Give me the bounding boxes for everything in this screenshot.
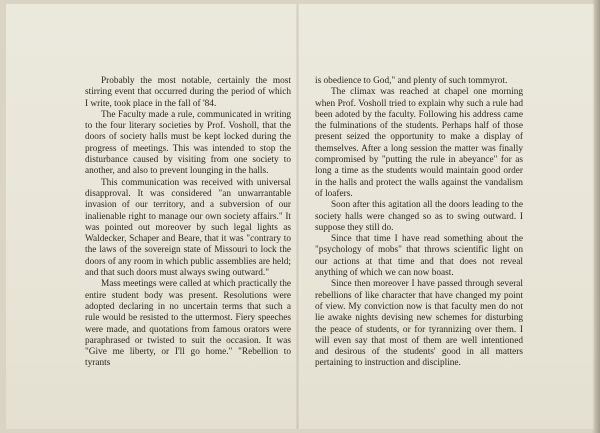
right-column: [315, 76, 523, 370]
paragraph: Soon after this agitation all the doors leading to the society halls were changed so as to swing outward. I suppose they still do.: [315, 200, 523, 233]
paragraph: Since then moreover I have passed through several rebellions of like character that have changed my point of view. My conviction now is that faculty men do not lie awake nights devising new schemes for disturbing the peace of students, or for tyrannizing over them. I will even say that most of them are well intentioned and desirous of the students' good in all matters pertaining to instruction and discipline.: [315, 279, 523, 369]
left-column: [85, 76, 291, 370]
paragraph: Probably the most notable, certainly the most stirring event that occurred during the period of which I write, took place in the fall of '84.: [85, 76, 291, 109]
paragraph: The climax was reached at chapel one morning when Prof. Vosholl tried to explain why such a rule had been adoted by the faculty. Following his address came the fulminations of the students. Perhaps half of those present seized the opportunity to make a display of themselves. After a long session the matter was finally compromised by "putting the rule in abeyance" for as long a time as the students would maintain good order in the halls and protect the walls against the vandalism of loafers.: [315, 87, 523, 199]
paragraph: Mass meetings were called at which practically the entire student body was present. Resolutions were adopted declaring in no uncertain terms that such a rule would be resisted to the uttermost. Fiery speeches were made, and quotations from famous orators were paraphrased or twisted to suit the occasion. It was "Give me liberty, or I'll go home." "Rebellion to tyrants: [85, 279, 291, 369]
page-gutter: [296, 4, 299, 429]
paragraph: Since that time I have read something about the "psychology of mobs" that throws scientific light on our actions at that time and that does not reveal anything of which we can now boast.: [315, 234, 523, 279]
paragraph: This communication was received with universal disapproval. It was considered "an unwarrantable invasion of our territory, and a subversion of our inalienable right to manage our own society affairs." It was pointed out moreover by such legal lights as Waldecker, Schaper and Beare, that it was "contrary to the laws of the sovereign state of Missouri to lock the doors of any room in which public assemblies are held; and that such doors must always swing outward.": [85, 177, 291, 279]
page-edge-shadow: [592, 0, 600, 433]
paragraph: The Faculty made a rule, communicated in writing to the four literary societies by Prof. Vosholl, that the doors of society halls must be kept locked during the progress of meetings. This was intended to stop the disturbance caused by visiting from one society to another, and also to prevent lounging in the halls.: [85, 109, 291, 177]
paragraph-continuation: is obedience to God," and plenty of such tommyrot.: [315, 76, 508, 86]
